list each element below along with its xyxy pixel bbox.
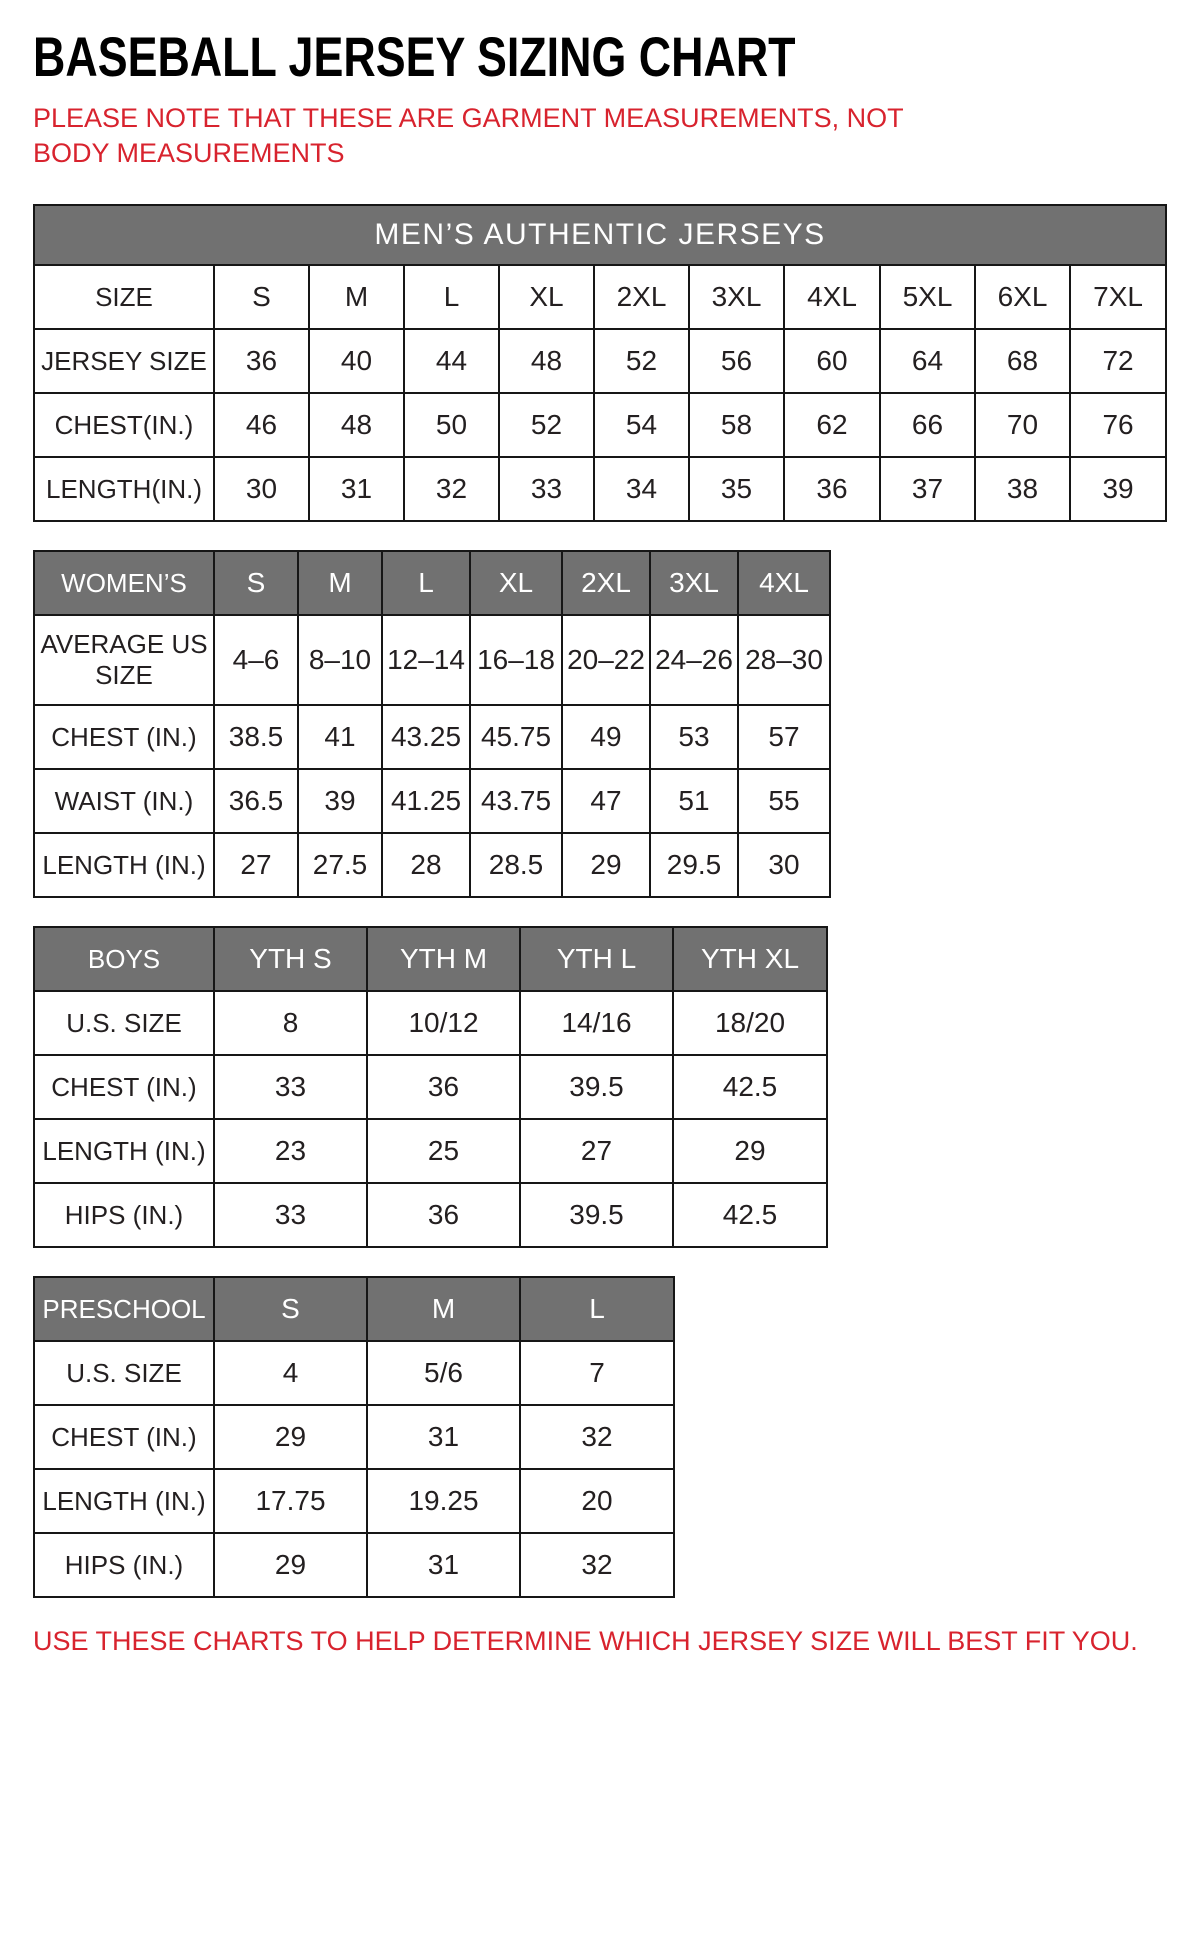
value-cell: 72: [1070, 329, 1166, 393]
value-cell: 48: [499, 329, 594, 393]
row-label: CHEST (IN.): [34, 1405, 214, 1469]
preschool-sizing-table: [33, 1276, 675, 1598]
value-cell: 55: [738, 769, 830, 833]
value-cell: 43.75: [470, 769, 562, 833]
value-cell: 29: [214, 1405, 367, 1469]
value-cell: 24–26: [650, 615, 738, 705]
value-cell: 57: [738, 705, 830, 769]
value-cell: 32: [404, 457, 499, 521]
row-label: JERSEY SIZE: [34, 329, 214, 393]
garment-measurements-note: PLEASE NOTE THAT THESE ARE GARMENT MEASUREMENTS, NOT BODY MEASUREMENTS: [33, 103, 904, 168]
value-cell: 27.5: [298, 833, 382, 897]
col-header: SIZE: [34, 265, 214, 329]
value-cell: 70: [975, 393, 1070, 457]
col-header: YTH L: [520, 927, 673, 991]
col-header: 5XL: [880, 265, 975, 329]
value-cell: 20–22: [562, 615, 650, 705]
col-header: 3XL: [650, 551, 738, 615]
value-cell: 20: [520, 1469, 674, 1533]
value-cell: 58: [689, 393, 784, 457]
value-cell: 30: [214, 457, 309, 521]
value-cell: 35: [689, 457, 784, 521]
row-label: LENGTH(IN.): [34, 457, 214, 521]
value-cell: 51: [650, 769, 738, 833]
fit-guidance-note: USE THESE CHARTS TO HELP DETERMINE WHICH JERSEY SIZE WILL BEST FIT YOU.: [33, 1626, 1138, 1657]
value-cell: 32: [520, 1405, 674, 1469]
table-row: [34, 457, 1166, 521]
value-cell: 39.5: [520, 1055, 673, 1119]
value-cell: 31: [309, 457, 404, 521]
value-cell: 41.25: [382, 769, 470, 833]
value-cell: 38: [975, 457, 1070, 521]
table-row: [34, 1469, 674, 1533]
value-cell: 8–10: [298, 615, 382, 705]
value-cell: 33: [214, 1183, 367, 1247]
row-label: CHEST (IN.): [34, 1055, 214, 1119]
col-header: 3XL: [689, 265, 784, 329]
row-label: CHEST(IN.): [34, 393, 214, 457]
value-cell: 18/20: [673, 991, 827, 1055]
col-header: 2XL: [562, 551, 650, 615]
col-header: M: [309, 265, 404, 329]
value-cell: 39.5: [520, 1183, 673, 1247]
table-row: [34, 205, 1166, 265]
table-row: [34, 833, 830, 897]
value-cell: 64: [880, 329, 975, 393]
table-row: [34, 1341, 674, 1405]
value-cell: 31: [367, 1533, 520, 1597]
row-label: WAIST (IN.): [34, 769, 214, 833]
table-row: [34, 991, 827, 1055]
value-cell: 29.5: [650, 833, 738, 897]
value-cell: 52: [594, 329, 689, 393]
value-cell: 46: [214, 393, 309, 457]
value-cell: 4: [214, 1341, 367, 1405]
value-cell: 45.75: [470, 705, 562, 769]
table-row: [34, 329, 1166, 393]
value-cell: 16–18: [470, 615, 562, 705]
row-label: CHEST (IN.): [34, 705, 214, 769]
row-label: HIPS (IN.): [34, 1183, 214, 1247]
value-cell: 23: [214, 1119, 367, 1183]
womens-sizing-table: [33, 550, 831, 898]
col-header: M: [367, 1277, 520, 1341]
value-cell: 39: [1070, 457, 1166, 521]
col-header: XL: [470, 551, 562, 615]
col-header: YTH XL: [673, 927, 827, 991]
value-cell: 76: [1070, 393, 1166, 457]
value-cell: 28: [382, 833, 470, 897]
row-label: AVERAGE US SIZE: [34, 615, 214, 705]
value-cell: 37: [880, 457, 975, 521]
value-cell: 25: [367, 1119, 520, 1183]
value-cell: 28.5: [470, 833, 562, 897]
row-label: HIPS (IN.): [34, 1533, 214, 1597]
value-cell: 42.5: [673, 1055, 827, 1119]
col-header: L: [404, 265, 499, 329]
value-cell: 41: [298, 705, 382, 769]
value-cell: 34: [594, 457, 689, 521]
value-cell: 7: [520, 1341, 674, 1405]
value-cell: 62: [784, 393, 880, 457]
col-header: YTH M: [367, 927, 520, 991]
table-row: [34, 1055, 827, 1119]
col-header: 7XL: [1070, 265, 1166, 329]
value-cell: 40: [309, 329, 404, 393]
value-cell: 19.25: [367, 1469, 520, 1533]
value-cell: 29: [214, 1533, 367, 1597]
value-cell: 10/12: [367, 991, 520, 1055]
value-cell: 27: [214, 833, 298, 897]
mens-table-banner: MEN’S AUTHENTIC JERSEYS: [34, 205, 1166, 265]
value-cell: 32: [520, 1533, 674, 1597]
value-cell: 53: [650, 705, 738, 769]
col-header: YTH S: [214, 927, 367, 991]
col-header: S: [214, 1277, 367, 1341]
value-cell: 29: [673, 1119, 827, 1183]
col-header: 6XL: [975, 265, 1070, 329]
value-cell: 36.5: [214, 769, 298, 833]
value-cell: 27: [520, 1119, 673, 1183]
value-cell: 66: [880, 393, 975, 457]
value-cell: 4–6: [214, 615, 298, 705]
value-cell: 68: [975, 329, 1070, 393]
value-cell: 44: [404, 329, 499, 393]
value-cell: 52: [499, 393, 594, 457]
table-row: [34, 393, 1166, 457]
value-cell: 54: [594, 393, 689, 457]
col-header: BOYS: [34, 927, 214, 991]
table-row: [34, 769, 830, 833]
col-header: M: [298, 551, 382, 615]
col-header: 4XL: [738, 551, 830, 615]
table-row: [34, 615, 830, 705]
value-cell: 33: [499, 457, 594, 521]
row-label: LENGTH (IN.): [34, 1119, 214, 1183]
col-header: XL: [499, 265, 594, 329]
row-label: LENGTH (IN.): [34, 833, 214, 897]
col-header: S: [214, 551, 298, 615]
value-cell: 5/6: [367, 1341, 520, 1405]
col-header: L: [382, 551, 470, 615]
value-cell: 48: [309, 393, 404, 457]
value-cell: 39: [298, 769, 382, 833]
table-row: [34, 1405, 674, 1469]
value-cell: 50: [404, 393, 499, 457]
table-row: [34, 1533, 674, 1597]
table-row: [34, 927, 827, 991]
value-cell: 29: [562, 833, 650, 897]
col-header: 4XL: [784, 265, 880, 329]
table-row: [34, 1119, 827, 1183]
value-cell: 14/16: [520, 991, 673, 1055]
mens-sizing-table: [33, 204, 1167, 522]
row-label: U.S. SIZE: [34, 991, 214, 1055]
value-cell: 60: [784, 329, 880, 393]
table-row: [34, 705, 830, 769]
row-label: U.S. SIZE: [34, 1341, 214, 1405]
value-cell: 56: [689, 329, 784, 393]
table-row: [34, 551, 830, 615]
value-cell: 36: [367, 1055, 520, 1119]
value-cell: 31: [367, 1405, 520, 1469]
col-header: WOMEN’S: [34, 551, 214, 615]
value-cell: 12–14: [382, 615, 470, 705]
value-cell: 17.75: [214, 1469, 367, 1533]
value-cell: 30: [738, 833, 830, 897]
table-row: [34, 1277, 674, 1341]
col-header: PRESCHOOL: [34, 1277, 214, 1341]
boys-sizing-table: [33, 926, 828, 1248]
row-label: LENGTH (IN.): [34, 1469, 214, 1533]
value-cell: 33: [214, 1055, 367, 1119]
value-cell: 49: [562, 705, 650, 769]
value-cell: 36: [214, 329, 309, 393]
col-header: 2XL: [594, 265, 689, 329]
value-cell: 47: [562, 769, 650, 833]
value-cell: 42.5: [673, 1183, 827, 1247]
page-title: BASEBALL JERSEY SIZING CHART: [33, 25, 796, 88]
table-row: [34, 1183, 827, 1247]
value-cell: 43.25: [382, 705, 470, 769]
value-cell: 28–30: [738, 615, 830, 705]
table-row: [34, 265, 1166, 329]
value-cell: 36: [367, 1183, 520, 1247]
value-cell: 36: [784, 457, 880, 521]
value-cell: 38.5: [214, 705, 298, 769]
col-header: L: [520, 1277, 674, 1341]
col-header: S: [214, 265, 309, 329]
value-cell: 8: [214, 991, 367, 1055]
